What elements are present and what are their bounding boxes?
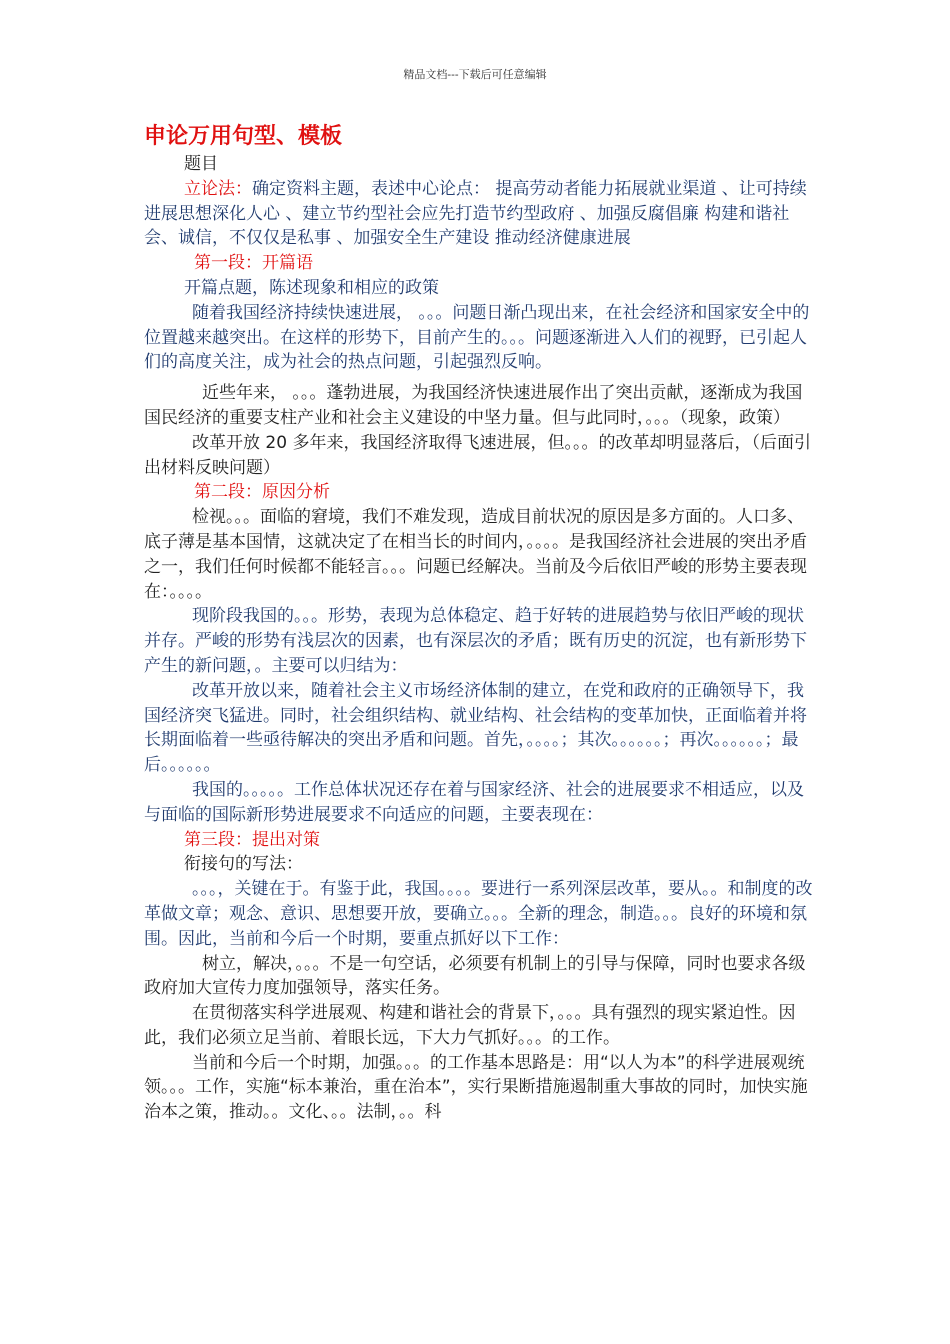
section1-heading: 第一段：开篇语: [194, 253, 313, 274]
lilun-paragraph: [144, 177, 816, 251]
document-title: 申论万用句型、模板: [144, 124, 343, 149]
header-note: 精品文档---下载后可任意编辑: [403, 68, 547, 81]
section2-paragraph-2: 现阶段我国的。。。形势，表现为总体稳定、趋于好转的进展趋势与依旧严峻的现状并存。严峻的形势有浅层次的因素，也有深层次的矛盾；既有历史的沉淀，也有新形势下产生的新问题，。主要可以归结为：: [144, 606, 807, 676]
section3-paragraph-2: 树立，解决，。。。不是一句空话，必须要有机制上的引导与保障，同时也要求各级政府加大宣传力度加强领导，落实任务。: [144, 953, 806, 999]
section2-heading: 第二段：原因分析: [194, 482, 330, 503]
lilun-label: 立论法：: [184, 178, 252, 199]
section2-paragraph-3: 改革开放以来，随着社会主义市场经济体制的建立，在党和政府的正确领导下，我国经济突飞猛进。同时，社会组织结构、就业结构、社会结构的变革加快，正面临着并将长期面临着一些亟待解决的突出矛盾和问题。首先，。。。。；其次。。。。。。；再次。。。。。。；最后。。。。。。: [144, 680, 807, 776]
document-body: [144, 122, 816, 1125]
section3-paragraph-3: 在贯彻落实科学进展观、构建和谐社会的背景下，。。。具有强烈的现实紧迫性。因此，我们必须立足当前、着眼长远，下大力气抓好。。。的工作。: [144, 1003, 796, 1048]
section2-paragraph-4: 我国的。。。。。工作总体状况还存在着与国家经济、社会的进展要求不相适应，以及与面临的国际新形势进展要求不向适应的问题，主要表现在：: [144, 779, 804, 825]
lilun-text: 确定资料主题，表述中心论点： 提高劳动者能力拓展就业渠道 、让可持续进展思想深化人心 、建立节约型社会应先打造节约型政府 、加强反腐倡廉 构建和谐社会、诚信，不仅仅是私事 、加强安全生产建设 推动经济健康进展: [144, 178, 807, 249]
section3-intro: 衔接句的写法：: [184, 854, 303, 875]
section3-paragraph-4: 当前和今后一个时期，加强。。。的工作基本思路是：用“以人为本”的科学进展观统领。。。工作，实施“标本兼治，重在治本”，实行果断措施遏制重大事故的同时，加快实施治本之策，推动。。文化、。。法制，。。科: [144, 1052, 808, 1123]
section1-intro: 开篇点题，陈述现象和相应的政策: [184, 277, 439, 298]
section2-paragraph-1: 检视。。。面临的窘境，我们不难发现，造成目前状况的原因是多方面的。人口多、底子薄是基本国情，这就决定了在相当长的时间内，。。。。是我国经济社会进展的突出矛盾之一，我们任何时候都不能轻言。。。问题已经解决。当前及今后依旧严峻的形势主要表现在：。。。。: [144, 507, 807, 602]
section3-heading: 第三段：提出对策: [184, 829, 320, 850]
section1-paragraph-1: 随着我国经济持续快速进展， 。。。问题日渐凸现出来，在社会经济和国家安全中的位置越来越突出。在这样的形势下，目前产生的。。。问题逐渐进入人们的视野，已引起人们的高度关注，成为社会的热点问题，引起强烈反响。: [144, 302, 810, 373]
section1-paragraph-3: 改革开放 20 多年来，我国经济取得飞速进展，但。。。的改革却明显落后，（后面引出材料反映问题）: [144, 432, 811, 478]
section3-paragraph-1: 。。。，关键在于。有鉴于此，我国。。。。要进行一系列深层改革，要从。。和制度的改革做文章；观念、意识、思想要开放，要确立。。。全新的理念，制造。。。良好的环境和氛围。因此，当前和今后一个时期，要重点抓好以下工作：: [144, 879, 813, 949]
section1-paragraph-2: 近些年来， 。。。蓬勃进展，为我国经济快速进展作出了突出贡献，逐渐成为我国国民经济的重要支柱产业和社会主义建设的中坚力量。但与此同时，。。。（现象，政策）: [144, 383, 803, 428]
subtitle: 题目: [184, 154, 218, 174]
